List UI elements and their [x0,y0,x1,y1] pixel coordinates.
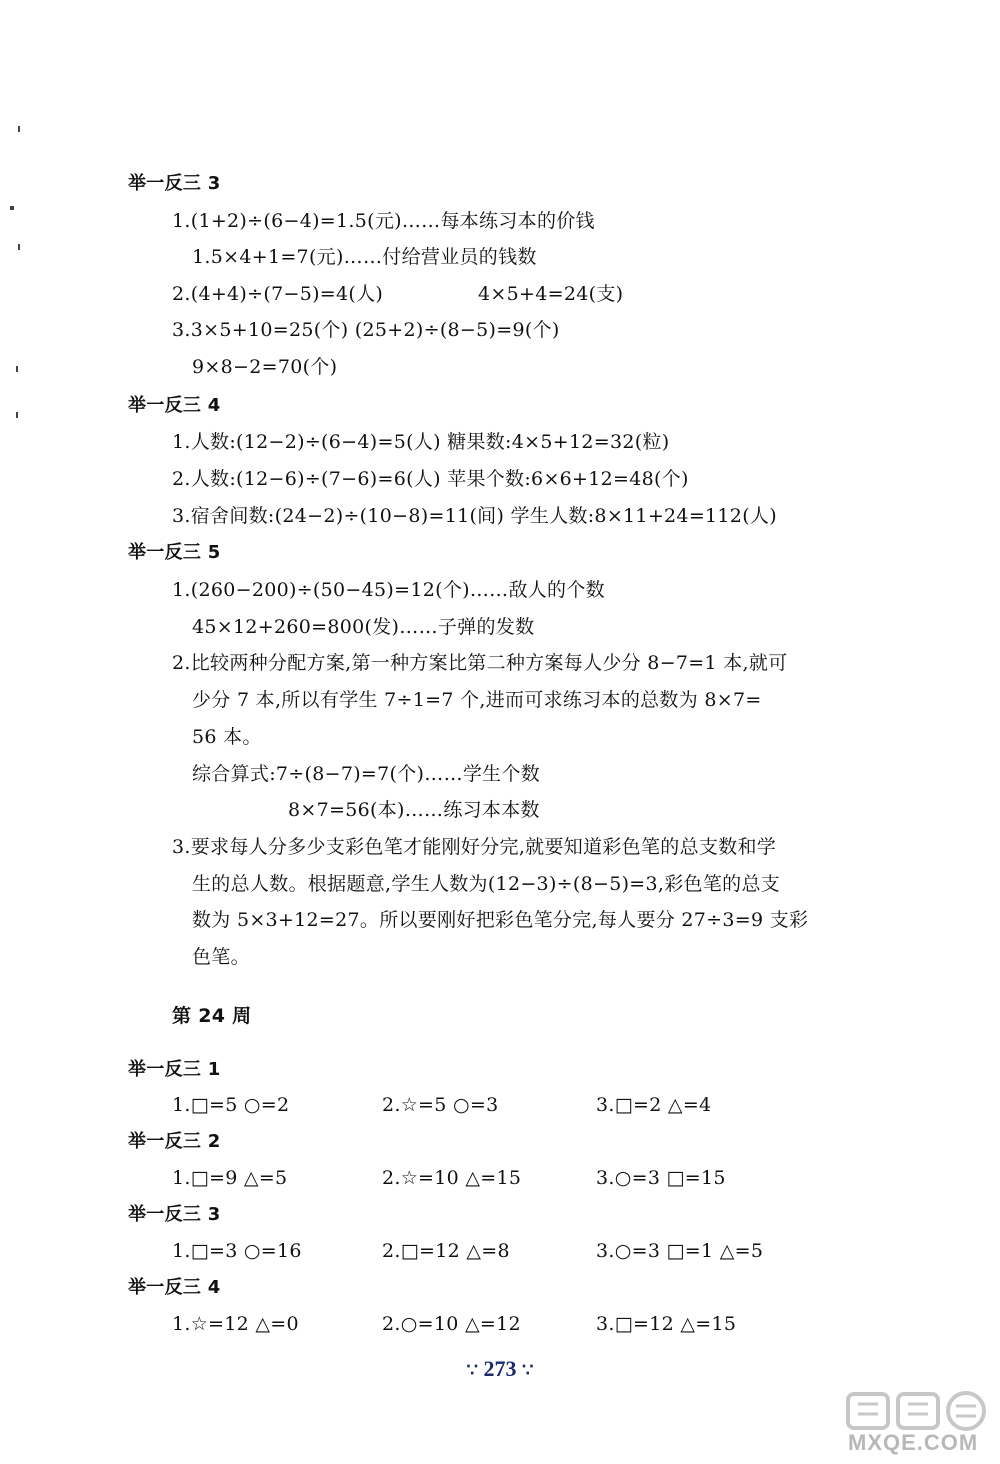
answer-line: 少分 7 本,所以有学生 7÷1=7 个,进而可求练习本的总数为 8×7= [192,689,762,711]
scan-speck [16,412,18,418]
scan-speck [16,366,18,372]
answer-line: 3.3×5+10=25(个) (25+2)÷(8−5)=9(个) [172,319,560,341]
decorative-dots-icon: ∵ [466,1360,478,1380]
section-heading: 举一反三 3 [128,173,221,194]
answer-item: 3.○=3 □=1 △=5 [596,1240,764,1262]
decorative-dots-icon: ∵ [522,1360,534,1380]
page-number-text: 273 [483,1356,517,1381]
answer-line: 1.5×4+1=7(元)……付给营业员的钱数 [192,246,537,268]
answer-item: 2.○=10 △=12 [382,1313,521,1335]
answer-line: 1.人数:(12−2)÷(6−4)=5(人) 糖果数:4×5+12=32(粒) [172,431,670,453]
answer-item: 3.□=2 △=4 [596,1094,712,1116]
answer-line: 综合算式:7÷(8−7)=7(个)……学生个数 [192,763,541,785]
answer-line: 9×8−2=70(个) [192,356,338,378]
answer-item: 2.☆=5 ○=3 [382,1094,499,1116]
answer-item: 1.☆=12 △=0 [172,1313,299,1335]
answer-item: 1.□=9 △=5 [172,1167,288,1189]
answer-line: 1.(1+2)÷(6−4)=1.5(元)……每本练习本的价钱 [172,210,595,232]
scan-speck [10,206,14,210]
section-heading: 举一反三 4 [128,1277,221,1298]
answer-item: 1.□=5 ○=2 [172,1094,290,1116]
answer-line: 3.宿舍间数:(24−2)÷(10−8)=11(间) 学生人数:8×11+24=112(人) [172,505,777,527]
answer-line: 生的总人数。根据题意,学生人数为(12−3)÷(8−5)=3,彩色笔的总支 [192,873,781,895]
answer-item: 2.□=12 △=8 [382,1240,510,1262]
answer-line: 8×7=56(本)……练习本本数 [288,799,540,821]
section-heading: 举一反三 4 [128,395,221,416]
answer-line: 4×5+4=24(支) [478,283,624,305]
answer-line: 1.(260−200)÷(50−45)=12(个)……敌人的个数 [172,579,605,601]
answer-line: 2.(4+4)÷(7−5)=4(人) [172,283,384,305]
week-title: 第 24 周 [172,1005,252,1027]
answer-line: 45×12+260=800(发)……子弹的发数 [192,616,535,638]
watermark-text: MXQE.COM [848,1430,979,1455]
answer-line: 3.要求每人分多少支彩色笔才能刚好分完,就要知道彩色笔的总支数和学 [172,836,777,858]
answer-line: 色笔。 [192,946,250,968]
answer-item: 3.○=3 □=15 [596,1167,726,1189]
answer-item: 2.☆=10 △=15 [382,1167,522,1189]
section-heading: 举一反三 3 [128,1204,221,1225]
answer-line: 数为 5×3+12=27。所以要刚好把彩色笔分完,每人要分 27÷3=9 支彩 [192,909,809,931]
section-heading: 举一反三 1 [128,1059,221,1080]
answer-line: 56 本。 [192,726,262,748]
section-heading: 举一反三 2 [128,1131,221,1152]
answer-item: 1.□=3 ○=16 [172,1240,302,1262]
answer-line: 2.人数:(12−6)÷(7−6)=6(人) 苹果个数:6×6+12=48(个) [172,468,689,490]
scan-speck [18,126,20,132]
answer-item: 3.□=12 △=15 [596,1313,737,1335]
scan-speck [18,244,20,250]
answer-line: 2.比较两种分配方案,第一种方案比第二种方案每人少分 8−7=1 本,就可 [172,652,788,674]
page-number [0,1356,1000,1382]
section-heading: 举一反三 5 [128,542,221,563]
